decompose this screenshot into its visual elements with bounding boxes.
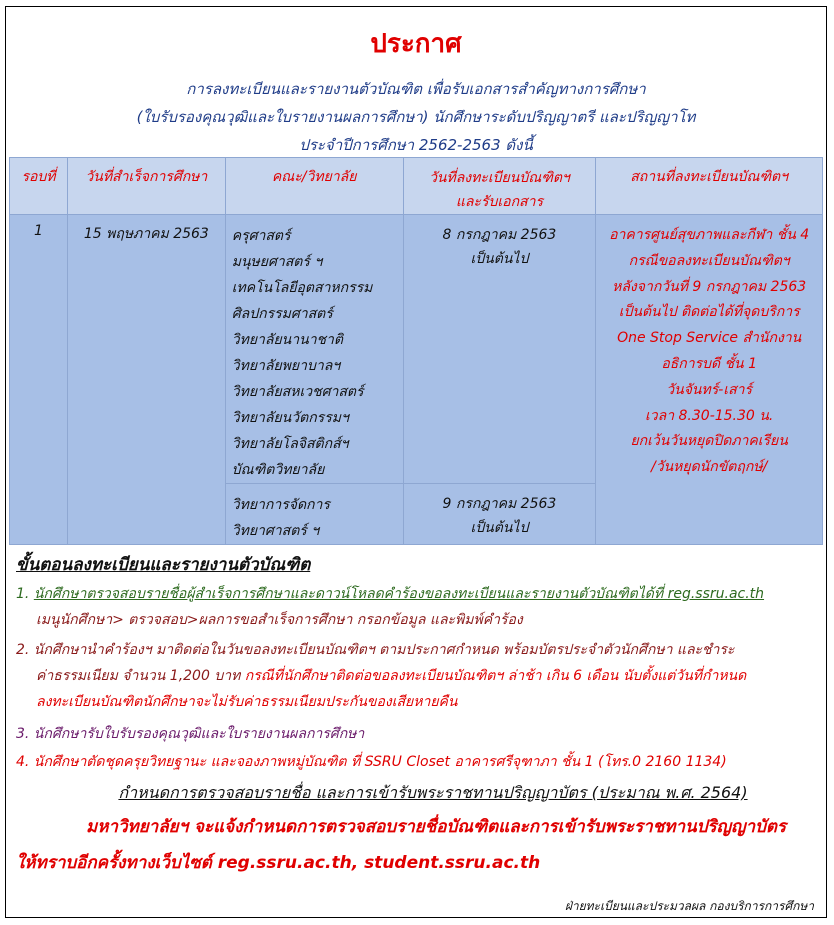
faculty-item: ครุศาสตร์ (231, 228, 291, 244)
header-reg-date (403, 158, 596, 215)
step-2-late-note-continued: ลงทะเบียนบัณฑิตนักศึกษาจะไม่รับค่าธรรมเนียมประกันของเสียหายคืน (36, 694, 458, 710)
step-2: 2. นักศึกษานำคำร้องฯ มาติดต่อในวันขอลงทะเบียนบัณฑิตฯ ตามประกาศกำหนด พร้อมบัตรประจำตัวนักศึกษา และชำระ (16, 642, 735, 658)
step-4: 4. นักศึกษาตัดชุดครุยวิทยฐานะ และจองภาพหมู่บัณฑิต ที่ SSRU Closet อาคารศรีจุฑาภา ชั้น 1 (โทร.0 2160 1134) (16, 754, 727, 770)
grad-date-cell: 15 พฤษภาคม 2563 (67, 215, 225, 545)
faculty-item: วิทยาลัยสหเวชศาสตร์ (231, 384, 364, 400)
registration-table (9, 157, 823, 545)
notice-line-1: มหาวิทยาลัยฯ จะแจ้งกำหนดการตรวจสอบรายชื่อบัณฑิตและการเข้ารับพระราชทานปริญญาบัตร (86, 817, 787, 837)
header-reg-date-line2: และรับเอกสาร (455, 194, 543, 210)
place-line: ยกเว้นวันหยุดปิดภาคเรียน (630, 433, 788, 450)
announcement-page (5, 6, 827, 918)
reg-date-note: เป็นต้นไป (470, 520, 529, 536)
place-line: เป็นต้นไป ติดต่อได้ที่จุดบริการ (618, 304, 800, 321)
header-place: สถานที่ลงทะเบียนบัณฑิตฯ (596, 158, 823, 215)
step-1-text: นักศึกษาตรวจสอบรายชื่อผู้สำเร็จการศึกษาและดาวน์โหลดคำร้องขอลงทะเบียนและรายงานตัวบัณฑิตได้ที่ reg.ssru.ac.th (33, 586, 765, 602)
header-grad-date: วันที่สำเร็จการศึกษา (67, 158, 225, 215)
faculty-item: มนุษยศาสตร์ ฯ (231, 254, 323, 270)
reg-date-cell-group1 (403, 215, 596, 484)
header-faculty: คณะ/วิทยาลัย (225, 158, 403, 215)
step-2-fee: ค่าธรรมเนียม จำนวน 1,200 บาท (36, 668, 245, 684)
faculty-item: วิทยาศาสตร์ ฯ (231, 523, 320, 539)
step-3: 3. นักศึกษารับใบรับรองคุณวุฒิและใบรายงานผลการศึกษา (16, 726, 365, 742)
page-title: ประกาศ (370, 29, 462, 59)
header-round: รอบที่ (10, 158, 68, 215)
table-header-row (10, 158, 823, 215)
table-row (10, 215, 823, 484)
faculty-cell-group2 (225, 484, 403, 545)
steps-heading: ขั้นตอนลงทะเบียนและรายงานตัวบัณฑิต (16, 555, 311, 575)
place-line: วันจันทร์-เสาร์ (666, 381, 752, 398)
reg-date-note: เป็นต้นไป (470, 251, 529, 267)
subtitle-line-1: การลงทะเบียนและรายงานตัวบัณฑิต เพื่อรับเอกสารสำคัญทางการศึกษา (186, 80, 646, 98)
subtitle-line-2: (ใบรับรองคุณวุฒิและใบรายงานผลการศึกษา) นักศึกษาระดับปริญญาตรี และปริญญาโท (136, 108, 696, 126)
reg-date: 9 กรกฎาคม 2563 (442, 496, 557, 512)
step-2-late-note: กรณีที่นักศึกษาติดต่อขอลงทะเบียนบัณฑิตฯ ล่าช้า เกิน 6 เดือน นับตั้งแต่วันที่กำหนด (244, 668, 747, 684)
faculty-item: วิทยาลัยนวัตกรรมฯ (231, 410, 349, 426)
faculty-item: วิทยาลัยพยาบาลฯ (231, 358, 341, 374)
faculty-item: วิทยาลัยโลจิสติกส์ฯ (231, 436, 349, 452)
faculty-cell-group1 (225, 215, 403, 484)
notice-line-2: ให้ทราบอีกครั้งทางเว็บไซต์ reg.ssru.ac.th, student.ssru.ac.th (16, 853, 541, 873)
place-line: อธิการบดี ชั้น 1 (661, 355, 757, 372)
schedule-heading: กำหนดการตรวจสอบรายชื่อ และการเข้ารับพระราชทานปริญญาบัตร (ประมาณ พ.ศ. 2564) (118, 783, 748, 802)
place-line: /วันหยุดนักขัตฤกษ์/ (651, 459, 768, 476)
faculty-item: วิทยาลัยนานาชาติ (231, 332, 344, 348)
footer-department: ฝ่ายทะเบียนและประมวลผล กองบริการการศึกษา (564, 899, 814, 913)
place-cell (596, 215, 823, 545)
place-line: หลังจากวันที่ 9 กรกฎาคม 2563 (612, 278, 807, 295)
faculty-item: เทคโนโลยีอุตสาหกรรม (231, 280, 373, 296)
subtitle-line-3: ประจำปีการศึกษา 2562-2563 ดังนี้ (299, 136, 533, 154)
place-line: เวลา 8.30-15.30 น. (644, 407, 774, 424)
step-1 (16, 581, 816, 607)
header-reg-date-line1: วันที่ลงทะเบียนบัณฑิตฯ (429, 170, 570, 186)
step-1-number: 1. (16, 586, 34, 602)
faculty-item: วิทยาการจัดการ (231, 497, 330, 513)
step-1-continued: เมนูนักศึกษา> ตรวจสอบ>ผลการขอสำเร็จการศึกษา กรอกข้อมูล และพิมพ์คำร้อง (36, 612, 523, 628)
reg-date-cell-group2 (403, 484, 596, 545)
round-cell: 1 (10, 215, 68, 545)
faculty-item: บัณฑิตวิทยาลัย (231, 462, 325, 478)
place-line: One Stop Service สำนักงาน (617, 330, 802, 347)
step-2-continued (36, 663, 834, 689)
place-line: กรณีขอลงทะเบียนบัณฑิตฯ (628, 252, 790, 269)
place-line: อาคารศูนย์สุขภาพและกีฬา ชั้น 4 (609, 227, 810, 243)
reg-date: 8 กรกฎาคม 2563 (442, 227, 557, 243)
faculty-item: ศิลปกรรมศาสตร์ (231, 306, 333, 322)
